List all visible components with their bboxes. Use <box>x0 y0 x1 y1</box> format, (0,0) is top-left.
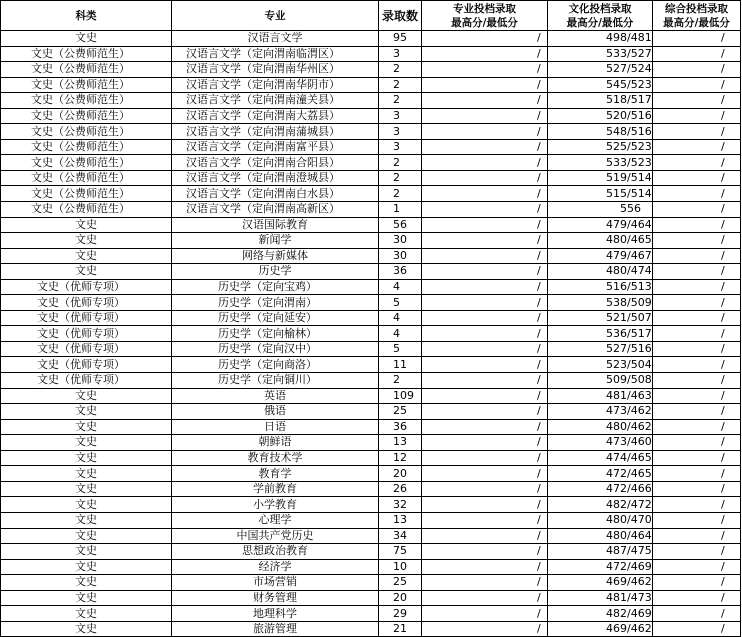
table-header-row <box>1 1 741 31</box>
header-admitted-count: 录取数 <box>379 1 422 31</box>
cell-culture-score: 527/524 <box>548 62 653 78</box>
cell-admitted-count: 2 <box>379 62 422 78</box>
cell-major: 历史学（定向渭南） <box>172 295 379 311</box>
cell-professional-score: / <box>422 388 548 404</box>
table-row <box>1 46 741 62</box>
cell-culture-score: 469/462 <box>548 621 653 637</box>
cell-culture-score: 473/462 <box>548 404 653 420</box>
cell-admitted-count: 4 <box>379 310 422 326</box>
cell-professional-score: / <box>422 435 548 451</box>
cell-composite-score: / <box>653 512 741 528</box>
cell-professional-score: / <box>422 373 548 389</box>
table-row <box>1 621 741 637</box>
cell-professional-score: / <box>422 341 548 357</box>
cell-composite-score: / <box>653 202 741 218</box>
cell-composite-score: / <box>653 264 741 280</box>
cell-major: 汉语言文学（定向渭南富平县） <box>172 139 379 155</box>
cell-major: 新闻学 <box>172 233 379 249</box>
cell-culture-score: 525/523 <box>548 139 653 155</box>
cell-professional-score: / <box>422 31 548 47</box>
cell-category: 文史 <box>1 217 172 233</box>
cell-culture-score: 474/465 <box>548 450 653 466</box>
cell-culture-score: 519/514 <box>548 170 653 186</box>
header-composite-line1: 综合投档录取 <box>665 2 728 15</box>
cell-admitted-count: 2 <box>379 77 422 93</box>
cell-composite-score: / <box>653 606 741 622</box>
cell-category: 文史（公费师范生） <box>1 46 172 62</box>
cell-category: 文史（公费师范生） <box>1 62 172 78</box>
cell-composite-score: / <box>653 590 741 606</box>
cell-major: 思想政治教育 <box>172 544 379 560</box>
cell-admitted-count: 5 <box>379 295 422 311</box>
cell-professional-score: / <box>422 186 548 202</box>
table-row <box>1 310 741 326</box>
cell-category: 文史 <box>1 559 172 575</box>
cell-admitted-count: 30 <box>379 233 422 249</box>
cell-admitted-count: 2 <box>379 373 422 389</box>
cell-admitted-count: 3 <box>379 108 422 124</box>
table-row <box>1 528 741 544</box>
cell-culture-score: 516/513 <box>548 279 653 295</box>
cell-culture-score: 472/469 <box>548 559 653 575</box>
table-row <box>1 295 741 311</box>
cell-professional-score: / <box>422 264 548 280</box>
table-row <box>1 264 741 280</box>
cell-composite-score: / <box>653 233 741 249</box>
cell-professional-score: / <box>422 497 548 513</box>
cell-professional-score: / <box>422 93 548 109</box>
cell-major: 历史学（定向商洛） <box>172 357 379 373</box>
cell-major: 历史学（定向铜川） <box>172 373 379 389</box>
cell-culture-score: 548/516 <box>548 124 653 140</box>
cell-composite-score: / <box>653 357 741 373</box>
header-professional-line2: 最高分/最低分 <box>451 16 518 29</box>
cell-culture-score: 480/464 <box>548 528 653 544</box>
cell-professional-score: / <box>422 357 548 373</box>
table-row <box>1 481 741 497</box>
cell-culture-score: 556 <box>548 202 653 218</box>
cell-category: 文史 <box>1 528 172 544</box>
table-row <box>1 139 741 155</box>
cell-admitted-count: 4 <box>379 279 422 295</box>
cell-category: 文史（公费师范生） <box>1 186 172 202</box>
cell-composite-score: / <box>653 139 741 155</box>
table-row <box>1 93 741 109</box>
cell-culture-score: 482/469 <box>548 606 653 622</box>
cell-category: 文史 <box>1 575 172 591</box>
cell-admitted-count: 2 <box>379 93 422 109</box>
table-row <box>1 233 741 249</box>
cell-category: 文史 <box>1 419 172 435</box>
cell-composite-score: / <box>653 575 741 591</box>
header-professional-line1: 专业投档录取 <box>453 2 516 15</box>
cell-culture-score: 509/508 <box>548 373 653 389</box>
cell-admitted-count: 56 <box>379 217 422 233</box>
cell-major: 汉语言文学 <box>172 31 379 47</box>
cell-admitted-count: 21 <box>379 621 422 637</box>
cell-category: 文史 <box>1 544 172 560</box>
cell-category: 文史 <box>1 31 172 47</box>
cell-composite-score: / <box>653 341 741 357</box>
table-row <box>1 544 741 560</box>
cell-culture-score: 479/464 <box>548 217 653 233</box>
cell-professional-score: / <box>422 108 548 124</box>
cell-category: 文史（公费师范生） <box>1 93 172 109</box>
cell-category: 文史 <box>1 481 172 497</box>
cell-composite-score: / <box>653 93 741 109</box>
cell-category: 文史（优师专项） <box>1 357 172 373</box>
cell-admitted-count: 3 <box>379 46 422 62</box>
cell-admitted-count: 95 <box>379 31 422 47</box>
cell-composite-score: / <box>653 404 741 420</box>
cell-admitted-count: 13 <box>379 435 422 451</box>
cell-major: 小学教育 <box>172 497 379 513</box>
table-row <box>1 108 741 124</box>
table-row <box>1 62 741 78</box>
cell-major: 俄语 <box>172 404 379 420</box>
cell-composite-score: / <box>653 248 741 264</box>
cell-composite-score: / <box>653 217 741 233</box>
cell-category: 文史 <box>1 450 172 466</box>
cell-admitted-count: 12 <box>379 450 422 466</box>
cell-professional-score: / <box>422 248 548 264</box>
cell-admitted-count: 34 <box>379 528 422 544</box>
table-row <box>1 202 741 218</box>
table-row <box>1 326 741 342</box>
cell-composite-score: / <box>653 559 741 575</box>
cell-major: 经济学 <box>172 559 379 575</box>
cell-composite-score: / <box>653 435 741 451</box>
cell-culture-score: 545/523 <box>548 77 653 93</box>
cell-professional-score: / <box>422 466 548 482</box>
table-row <box>1 248 741 264</box>
cell-professional-score: / <box>422 233 548 249</box>
cell-major: 汉语言文学（定向渭南临渭区） <box>172 46 379 62</box>
cell-composite-score: / <box>653 388 741 404</box>
cell-culture-score: 538/509 <box>548 295 653 311</box>
cell-major: 历史学（定向延安） <box>172 310 379 326</box>
cell-category: 文史（公费师范生） <box>1 170 172 186</box>
cell-major: 历史学 <box>172 264 379 280</box>
cell-composite-score: / <box>653 124 741 140</box>
cell-admitted-count: 2 <box>379 170 422 186</box>
cell-culture-score: 472/465 <box>548 466 653 482</box>
cell-culture-score: 479/467 <box>548 248 653 264</box>
cell-major: 汉语言文学（定向渭南高新区） <box>172 202 379 218</box>
cell-major: 汉语言文学（定向渭南白水县） <box>172 186 379 202</box>
cell-major: 历史学（定向汉中） <box>172 341 379 357</box>
table-row <box>1 450 741 466</box>
cell-category: 文史（公费师范生） <box>1 139 172 155</box>
table-row <box>1 435 741 451</box>
cell-admitted-count: 2 <box>379 186 422 202</box>
cell-composite-score: / <box>653 31 741 47</box>
cell-professional-score: / <box>422 481 548 497</box>
cell-composite-score: / <box>653 419 741 435</box>
cell-major: 汉语言文学（定向渭南大荔县） <box>172 108 379 124</box>
cell-culture-score: 533/523 <box>548 155 653 171</box>
header-composite-score <box>653 1 741 31</box>
cell-major: 汉语言文学（定向渭南澄城县） <box>172 170 379 186</box>
cell-major: 日语 <box>172 419 379 435</box>
cell-major: 汉语言文学（定向渭南华州区） <box>172 62 379 78</box>
cell-professional-score: / <box>422 124 548 140</box>
cell-culture-score: 481/463 <box>548 388 653 404</box>
cell-composite-score: / <box>653 170 741 186</box>
header-composite-line2: 最高分/最低分 <box>663 16 730 29</box>
cell-category: 文史 <box>1 233 172 249</box>
table-row <box>1 559 741 575</box>
cell-admitted-count: 36 <box>379 264 422 280</box>
cell-composite-score: / <box>653 497 741 513</box>
cell-major: 英语 <box>172 388 379 404</box>
cell-admitted-count: 3 <box>379 139 422 155</box>
cell-admitted-count: 5 <box>379 341 422 357</box>
cell-major: 汉语国际教育 <box>172 217 379 233</box>
table-row <box>1 590 741 606</box>
cell-major: 教育学 <box>172 466 379 482</box>
table-row <box>1 466 741 482</box>
cell-professional-score: / <box>422 77 548 93</box>
cell-professional-score: / <box>422 295 548 311</box>
cell-major: 汉语言文学（定向渭南华阴市） <box>172 77 379 93</box>
cell-composite-score: / <box>653 544 741 560</box>
cell-category: 文史（优师专项） <box>1 295 172 311</box>
cell-composite-score: / <box>653 186 741 202</box>
cell-category: 文史 <box>1 621 172 637</box>
cell-professional-score: / <box>422 217 548 233</box>
cell-culture-score: 480/470 <box>548 512 653 528</box>
cell-admitted-count: 29 <box>379 606 422 622</box>
cell-composite-score: / <box>653 621 741 637</box>
cell-admitted-count: 109 <box>379 388 422 404</box>
cell-category: 文史（公费师范生） <box>1 124 172 140</box>
table-row <box>1 512 741 528</box>
cell-major: 学前教育 <box>172 481 379 497</box>
cell-category: 文史（优师专项） <box>1 341 172 357</box>
cell-major: 教育技术学 <box>172 450 379 466</box>
cell-category: 文史（优师专项） <box>1 310 172 326</box>
table-row <box>1 388 741 404</box>
cell-culture-score: 481/473 <box>548 590 653 606</box>
cell-admitted-count: 1 <box>379 202 422 218</box>
table-row <box>1 373 741 389</box>
table-row <box>1 155 741 171</box>
cell-professional-score: / <box>422 62 548 78</box>
header-category: 科类 <box>1 1 172 31</box>
cell-professional-score: / <box>422 512 548 528</box>
table-row <box>1 77 741 93</box>
cell-admitted-count: 20 <box>379 466 422 482</box>
cell-category: 文史 <box>1 264 172 280</box>
cell-culture-score: 521/507 <box>548 310 653 326</box>
cell-composite-score: / <box>653 155 741 171</box>
cell-composite-score: / <box>653 466 741 482</box>
cell-culture-score: 480/462 <box>548 419 653 435</box>
cell-major: 汉语言文学（定向渭南蒲城县） <box>172 124 379 140</box>
cell-category: 文史 <box>1 388 172 404</box>
cell-major: 汉语言文学（定向渭南合阳县） <box>172 155 379 171</box>
cell-culture-score: 520/516 <box>548 108 653 124</box>
cell-composite-score: / <box>653 528 741 544</box>
cell-major: 地理科学 <box>172 606 379 622</box>
cell-admitted-count: 26 <box>379 481 422 497</box>
table-row <box>1 575 741 591</box>
table-row <box>1 404 741 420</box>
cell-category: 文史（公费师范生） <box>1 155 172 171</box>
cell-major: 中国共产党历史 <box>172 528 379 544</box>
cell-composite-score: / <box>653 481 741 497</box>
cell-professional-score: / <box>422 528 548 544</box>
cell-category: 文史 <box>1 404 172 420</box>
cell-admitted-count: 13 <box>379 512 422 528</box>
cell-major: 心理学 <box>172 512 379 528</box>
cell-composite-score: / <box>653 310 741 326</box>
cell-admitted-count: 30 <box>379 248 422 264</box>
cell-category: 文史 <box>1 512 172 528</box>
cell-professional-score: / <box>422 419 548 435</box>
cell-professional-score: / <box>422 559 548 575</box>
cell-admitted-count: 25 <box>379 404 422 420</box>
cell-professional-score: / <box>422 310 548 326</box>
cell-major: 历史学（定向榆林） <box>172 326 379 342</box>
cell-professional-score: / <box>422 606 548 622</box>
cell-category: 文史（优师专项） <box>1 373 172 389</box>
cell-admitted-count: 3 <box>379 124 422 140</box>
cell-admitted-count: 36 <box>379 419 422 435</box>
cell-professional-score: / <box>422 450 548 466</box>
header-culture-line1: 文化投档录取 <box>568 2 632 15</box>
cell-culture-score: 498/481 <box>548 31 653 47</box>
cell-category: 文史 <box>1 435 172 451</box>
cell-composite-score: / <box>653 62 741 78</box>
cell-major: 历史学（定向宝鸡） <box>172 279 379 295</box>
table-row <box>1 497 741 513</box>
header-culture-line2: 最高分/最低分 <box>566 16 634 29</box>
cell-category: 文史（公费师范生） <box>1 108 172 124</box>
cell-admitted-count: 10 <box>379 559 422 575</box>
table-row <box>1 419 741 435</box>
cell-composite-score: / <box>653 295 741 311</box>
cell-professional-score: / <box>422 621 548 637</box>
cell-culture-score: 469/462 <box>548 575 653 591</box>
cell-professional-score: / <box>422 590 548 606</box>
cell-admitted-count: 4 <box>379 326 422 342</box>
cell-category: 文史 <box>1 606 172 622</box>
cell-admitted-count: 11 <box>379 357 422 373</box>
header-culture-score <box>548 1 653 31</box>
cell-professional-score: / <box>422 279 548 295</box>
table-row <box>1 279 741 295</box>
cell-composite-score: / <box>653 326 741 342</box>
cell-admitted-count: 32 <box>379 497 422 513</box>
cell-category: 文史（公费师范生） <box>1 202 172 218</box>
table-row <box>1 606 741 622</box>
cell-admitted-count: 25 <box>379 575 422 591</box>
table-row <box>1 341 741 357</box>
cell-category: 文史 <box>1 248 172 264</box>
cell-professional-score: / <box>422 139 548 155</box>
cell-composite-score: / <box>653 373 741 389</box>
cell-culture-score: 480/465 <box>548 233 653 249</box>
cell-culture-score: 472/466 <box>548 481 653 497</box>
cell-professional-score: / <box>422 46 548 62</box>
cell-major: 网络与新媒体 <box>172 248 379 264</box>
cell-culture-score: 527/516 <box>548 341 653 357</box>
cell-category: 文史 <box>1 590 172 606</box>
cell-culture-score: 518/517 <box>548 93 653 109</box>
cell-professional-score: / <box>422 544 548 560</box>
cell-culture-score: 473/460 <box>548 435 653 451</box>
header-professional-score <box>422 1 548 31</box>
cell-composite-score: / <box>653 108 741 124</box>
cell-major: 汉语言文学（定向渭南潼关县） <box>172 93 379 109</box>
cell-culture-score: 482/472 <box>548 497 653 513</box>
table-row <box>1 31 741 47</box>
cell-category: 文史 <box>1 497 172 513</box>
cell-professional-score: / <box>422 170 548 186</box>
table-row <box>1 170 741 186</box>
table-row <box>1 357 741 373</box>
cell-category: 文史（优师专项） <box>1 326 172 342</box>
cell-professional-score: / <box>422 404 548 420</box>
cell-culture-score: 515/514 <box>548 186 653 202</box>
cell-admitted-count: 2 <box>379 155 422 171</box>
cell-category: 文史（公费师范生） <box>1 77 172 93</box>
cell-admitted-count: 75 <box>379 544 422 560</box>
cell-composite-score: / <box>653 279 741 295</box>
cell-composite-score: / <box>653 46 741 62</box>
cell-category: 文史 <box>1 466 172 482</box>
cell-professional-score: / <box>422 155 548 171</box>
cell-composite-score: / <box>653 77 741 93</box>
cell-culture-score: 523/504 <box>548 357 653 373</box>
table-row <box>1 217 741 233</box>
cell-professional-score: / <box>422 202 548 218</box>
cell-admitted-count: 20 <box>379 590 422 606</box>
cell-composite-score: / <box>653 450 741 466</box>
table-row <box>1 124 741 140</box>
cell-culture-score: 487/475 <box>548 544 653 560</box>
cell-major: 朝鲜语 <box>172 435 379 451</box>
cell-professional-score: / <box>422 326 548 342</box>
cell-major: 市场营销 <box>172 575 379 591</box>
cell-category: 文史（优师专项） <box>1 279 172 295</box>
header-major: 专业 <box>172 1 379 31</box>
table-body <box>1 31 741 637</box>
cell-culture-score: 480/474 <box>548 264 653 280</box>
cell-professional-score: / <box>422 575 548 591</box>
table-row <box>1 186 741 202</box>
cell-culture-score: 536/517 <box>548 326 653 342</box>
cell-major: 财务管理 <box>172 590 379 606</box>
cell-major: 旅游管理 <box>172 621 379 637</box>
cell-culture-score: 533/527 <box>548 46 653 62</box>
